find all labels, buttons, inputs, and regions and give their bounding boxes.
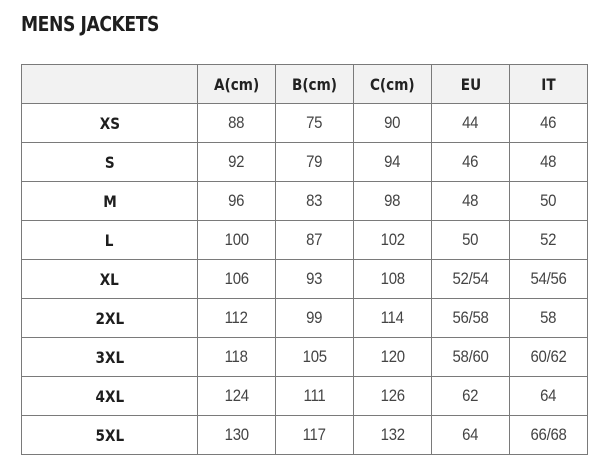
table-cell xyxy=(276,338,354,377)
table-cell xyxy=(432,182,510,221)
table-cell xyxy=(276,260,354,299)
cell-value: 64 xyxy=(462,425,479,444)
table-row xyxy=(22,104,588,143)
column-header-eu xyxy=(432,65,510,104)
cell-value: 60/62 xyxy=(530,347,567,366)
cell-value: 124 xyxy=(224,386,249,405)
cell-value: 99 xyxy=(306,308,323,327)
table-row xyxy=(22,338,588,377)
size-label-text: 5XL xyxy=(95,425,124,445)
table-cell xyxy=(354,260,432,299)
cell-value: 120 xyxy=(380,347,405,366)
cell-value: 90 xyxy=(384,113,401,132)
table-cell xyxy=(198,377,276,416)
table-row xyxy=(22,260,588,299)
cell-value: 58/60 xyxy=(452,347,489,366)
cell-value: 48 xyxy=(462,191,479,210)
column-header-label: IT xyxy=(541,74,556,94)
table-cell xyxy=(198,182,276,221)
corner-cell xyxy=(22,65,198,104)
cell-value: 106 xyxy=(224,269,249,288)
size-label-text: M xyxy=(102,191,117,211)
table-cell xyxy=(198,299,276,338)
table-cell xyxy=(432,299,510,338)
table-cell xyxy=(354,143,432,182)
size-chart-table xyxy=(21,64,588,455)
table-row xyxy=(22,416,588,455)
table-cell xyxy=(198,221,276,260)
cell-value: 117 xyxy=(302,425,327,444)
table-cell xyxy=(432,338,510,377)
column-header-label: EU xyxy=(460,74,481,94)
cell-value: 44 xyxy=(462,113,479,132)
column-header-a xyxy=(198,65,276,104)
cell-value: 46 xyxy=(462,152,479,171)
table-cell xyxy=(510,221,588,260)
table-cell xyxy=(354,182,432,221)
cell-value: 79 xyxy=(306,152,323,171)
table-cell xyxy=(354,221,432,260)
column-header-b xyxy=(276,65,354,104)
size-label-text: 4XL xyxy=(95,386,124,406)
column-header-it xyxy=(510,65,588,104)
table-cell xyxy=(354,104,432,143)
column-header-c xyxy=(354,65,432,104)
size-label-text: S xyxy=(104,152,115,172)
table-body xyxy=(22,104,588,455)
table-row xyxy=(22,299,588,338)
cell-value: 64 xyxy=(540,386,557,405)
cell-value: 98 xyxy=(384,191,401,210)
table-cell xyxy=(276,221,354,260)
cell-value: 92 xyxy=(228,152,245,171)
cell-value: 102 xyxy=(380,230,405,249)
cell-value: 132 xyxy=(380,425,405,444)
cell-value: 52/54 xyxy=(452,269,489,288)
table-row xyxy=(22,182,588,221)
table-cell xyxy=(510,182,588,221)
cell-value: 105 xyxy=(302,347,327,366)
size-label xyxy=(22,221,198,260)
size-label xyxy=(22,182,198,221)
cell-value: 96 xyxy=(228,191,245,210)
cell-value: 112 xyxy=(224,308,249,327)
table-header-row xyxy=(22,65,588,104)
table-cell xyxy=(432,416,510,455)
table-cell xyxy=(276,182,354,221)
cell-value: 50 xyxy=(540,191,557,210)
cell-value: 118 xyxy=(224,347,249,366)
table-cell xyxy=(510,104,588,143)
cell-value: 56/58 xyxy=(452,308,489,327)
size-label xyxy=(22,338,198,377)
size-label xyxy=(22,377,198,416)
table-cell xyxy=(432,260,510,299)
size-label xyxy=(22,260,198,299)
table-row xyxy=(22,377,588,416)
size-label xyxy=(22,104,198,143)
table-cell xyxy=(198,338,276,377)
table-cell xyxy=(354,299,432,338)
table-cell xyxy=(276,104,354,143)
table-cell xyxy=(510,260,588,299)
cell-value: 108 xyxy=(380,269,405,288)
cell-value: 48 xyxy=(540,152,557,171)
size-label xyxy=(22,299,198,338)
table-cell xyxy=(432,221,510,260)
table-cell xyxy=(276,299,354,338)
page-title: MENS JACKETS xyxy=(21,12,160,36)
table-cell xyxy=(354,377,432,416)
cell-value: 88 xyxy=(228,113,245,132)
column-header-label: B(cm) xyxy=(291,74,338,94)
table-cell xyxy=(510,143,588,182)
size-label-text: 2XL xyxy=(95,308,124,328)
table-cell xyxy=(354,416,432,455)
cell-value: 130 xyxy=(224,425,249,444)
table-cell xyxy=(198,416,276,455)
cell-value: 66/68 xyxy=(530,425,567,444)
table-cell xyxy=(510,377,588,416)
cell-value: 100 xyxy=(224,230,249,249)
cell-value: 83 xyxy=(306,191,323,210)
size-label-text: 3XL xyxy=(95,347,124,367)
cell-value: 50 xyxy=(462,230,479,249)
cell-value: 87 xyxy=(306,230,323,249)
column-header-label: C(cm) xyxy=(370,74,415,94)
table-cell xyxy=(276,377,354,416)
table-cell xyxy=(432,377,510,416)
size-label xyxy=(22,416,198,455)
cell-value: 58 xyxy=(540,308,557,327)
table-cell xyxy=(432,143,510,182)
size-label-text: XL xyxy=(99,269,120,289)
column-header-label: A(cm) xyxy=(213,74,260,94)
size-label-text: L xyxy=(105,230,114,250)
table-row xyxy=(22,143,588,182)
size-label-text: XS xyxy=(99,113,120,133)
cell-value: 94 xyxy=(384,152,401,171)
cell-value: 54/56 xyxy=(530,269,567,288)
table-cell xyxy=(276,416,354,455)
table-cell xyxy=(198,260,276,299)
cell-value: 93 xyxy=(306,269,323,288)
cell-value: 114 xyxy=(380,308,405,327)
table-cell xyxy=(276,143,354,182)
table-cell xyxy=(354,338,432,377)
table-cell xyxy=(510,416,588,455)
table-cell xyxy=(198,143,276,182)
table-row xyxy=(22,221,588,260)
cell-value: 46 xyxy=(540,113,557,132)
table-cell xyxy=(198,104,276,143)
cell-value: 75 xyxy=(306,113,323,132)
cell-value: 126 xyxy=(380,386,405,405)
cell-value: 52 xyxy=(540,230,557,249)
table-cell xyxy=(510,338,588,377)
cell-value: 111 xyxy=(303,386,326,405)
table-cell xyxy=(432,104,510,143)
size-label xyxy=(22,143,198,182)
cell-value: 62 xyxy=(462,386,479,405)
table-cell xyxy=(510,299,588,338)
